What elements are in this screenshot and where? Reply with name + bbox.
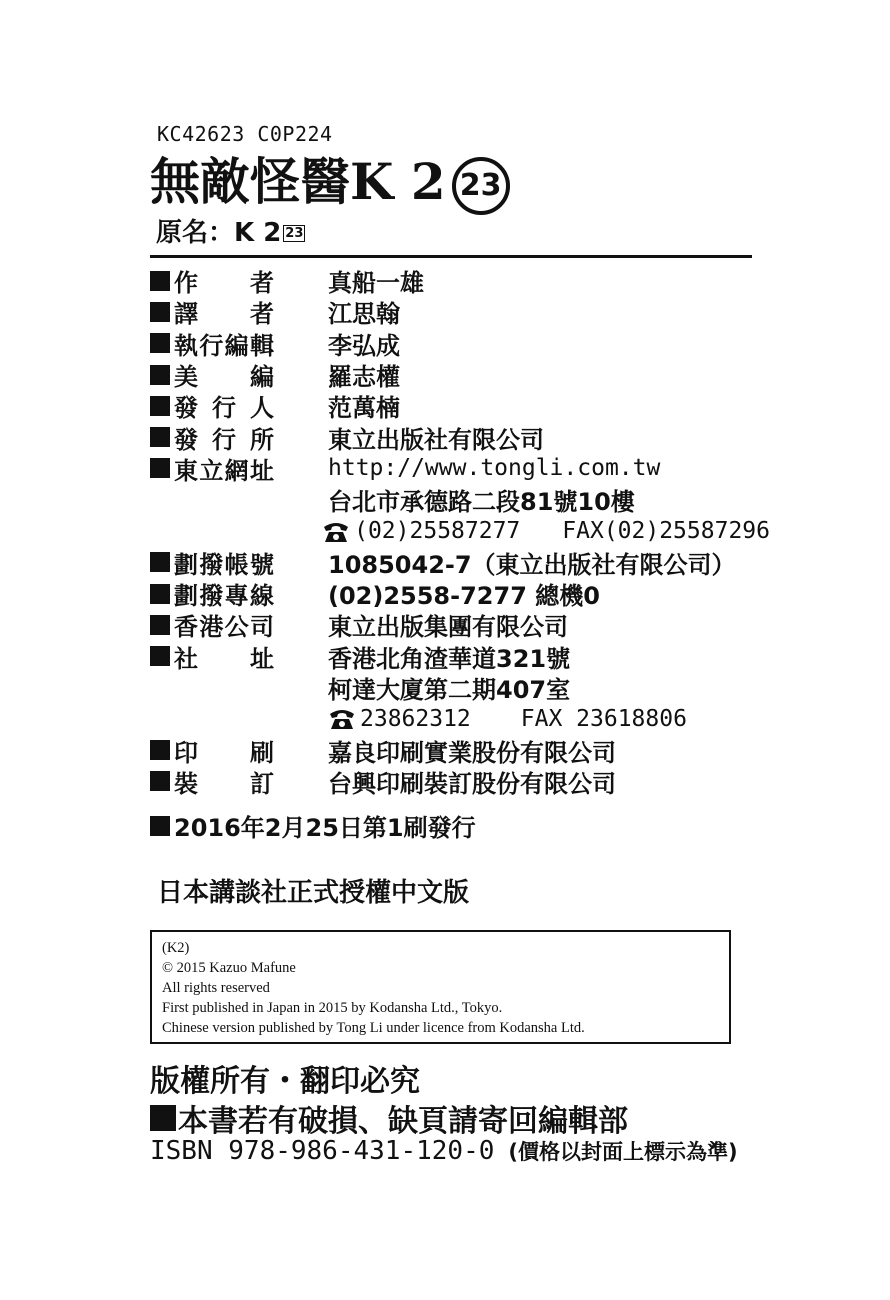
credit-value: 李弘成: [328, 331, 400, 360]
phone-icon: [328, 708, 356, 730]
copyright-line: (K2): [162, 940, 190, 956]
address-row: [150, 672, 770, 703]
original-title: [156, 217, 305, 249]
website-link[interactable]: http://www.tongli.com.tw: [328, 455, 661, 482]
book-title: [150, 152, 510, 215]
copyright-line: Chinese version published by Tong Li under licence from Kodansha Ltd.: [162, 1020, 585, 1036]
copyright-line: All rights reserved: [162, 980, 270, 996]
bullet-square-icon: [150, 584, 170, 604]
credit-value: 真船一雄: [328, 269, 424, 298]
publisher-phone: (02)25587277: [354, 518, 521, 545]
credit-value: 東立出版社有限公司: [328, 425, 544, 454]
credits-list: [150, 265, 770, 797]
credit-value: 香港北角渣華道321號: [328, 644, 571, 673]
title-main: 無敵怪醫K 2: [150, 152, 446, 211]
bullet-square-icon: [150, 396, 170, 416]
credit-row: [150, 265, 770, 296]
credit-label: 東立網址: [174, 456, 274, 485]
credit-label: 作 者: [174, 269, 274, 298]
publisher-address: 台北市承德路二段81號10樓: [328, 488, 635, 517]
credit-value: 羅志權: [328, 363, 400, 392]
credit-label: 社 址: [174, 644, 274, 673]
credit-row: [150, 609, 770, 640]
product-code: KC42623 C0P224: [157, 122, 333, 146]
credit-row: [150, 578, 770, 609]
volume-circle: 23: [452, 157, 510, 215]
credit-label: 發 行 人: [174, 394, 274, 423]
hk-address: 柯達大廈第二期407室: [328, 676, 571, 705]
bullet-square-icon: [150, 740, 170, 760]
phone-icon: [322, 521, 350, 543]
credit-value: 台興印刷裝訂股份有限公司: [328, 769, 616, 798]
publisher-contact: [322, 518, 770, 544]
publication-date-text: 2016年2月25日第1刷發行: [174, 814, 476, 842]
rights-statement: 版權所有・翻印必究: [150, 1064, 420, 1099]
bullet-square-icon: [150, 771, 170, 791]
credit-label: 裝 訂: [174, 769, 274, 798]
bullet-square-icon: [150, 615, 170, 635]
license-statement: 日本講談社正式授權中文版: [157, 878, 470, 908]
bullet-square-icon: [150, 271, 170, 291]
damage-notice-text: 本書若有破損、缺頁請寄回編輯部: [178, 1104, 628, 1139]
credit-row: [150, 453, 770, 484]
credit-value: 范萬楠: [328, 394, 400, 423]
credit-row: [150, 547, 770, 578]
publisher-fax: FAX(02)25587296: [562, 518, 770, 545]
credit-label: 譯 者: [174, 300, 274, 329]
credit-label: 香港公司: [174, 613, 274, 642]
bullet-square-icon: [150, 333, 170, 353]
phone-row: [150, 703, 770, 734]
credit-row: [150, 390, 770, 421]
bullet-square-icon: [150, 458, 170, 478]
copyright-line: © 2015 Kazuo Mafune: [162, 960, 296, 976]
credit-label: 美 編: [174, 363, 274, 392]
credit-label: 劃撥帳號: [174, 550, 274, 579]
bullet-square-icon: [150, 302, 170, 322]
credit-value: 東立出版集團有限公司: [328, 613, 568, 642]
credit-label: 印 刷: [174, 738, 274, 767]
credit-row: [150, 328, 770, 359]
phone-row: [150, 515, 770, 546]
isbn-line: [150, 1136, 738, 1166]
bullet-square-icon: [150, 365, 170, 385]
credit-label: 執行編輯: [174, 331, 274, 360]
address-row: [150, 484, 770, 515]
credit-value: (02)2558-7277 總機0: [328, 582, 600, 611]
publication-date: [150, 808, 476, 843]
credit-value: 江思翰: [328, 300, 400, 329]
bullet-square-icon: [150, 646, 170, 666]
credit-label: 劃撥專線: [174, 582, 274, 611]
credit-label: 發 行 所: [174, 425, 274, 454]
hk-contact: [328, 706, 687, 732]
copyright-box: [150, 930, 731, 1044]
bullet-square-icon: [150, 427, 170, 447]
credit-value: 1085042-7（東立出版社有限公司）: [328, 550, 736, 579]
credit-row: [150, 766, 770, 797]
credit-value: 嘉良印刷實業股份有限公司: [328, 738, 616, 767]
credit-row: [150, 359, 770, 390]
credit-row: [150, 421, 770, 452]
hk-fax: FAX 23618806: [520, 705, 687, 732]
damage-notice: [150, 1096, 628, 1140]
original-title-text: 原名：K 2: [156, 218, 282, 248]
bullet-square-icon: [150, 816, 170, 836]
bullet-square-icon: [150, 1105, 176, 1131]
credit-row: [150, 296, 770, 327]
credit-row: [150, 641, 770, 672]
original-volume-box: 23: [285, 226, 304, 241]
isbn-number: ISBN 978-986-431-120-0: [150, 1136, 495, 1166]
hk-phone: 23862312: [360, 705, 471, 732]
credit-row: [150, 734, 770, 765]
title-divider: [150, 255, 752, 258]
copyright-line: First published in Japan in 2015 by Kodansha Ltd., Tokyo.: [162, 1000, 503, 1016]
price-note: (價格以封面上標示為準): [508, 1140, 738, 1164]
bullet-square-icon: [150, 552, 170, 572]
